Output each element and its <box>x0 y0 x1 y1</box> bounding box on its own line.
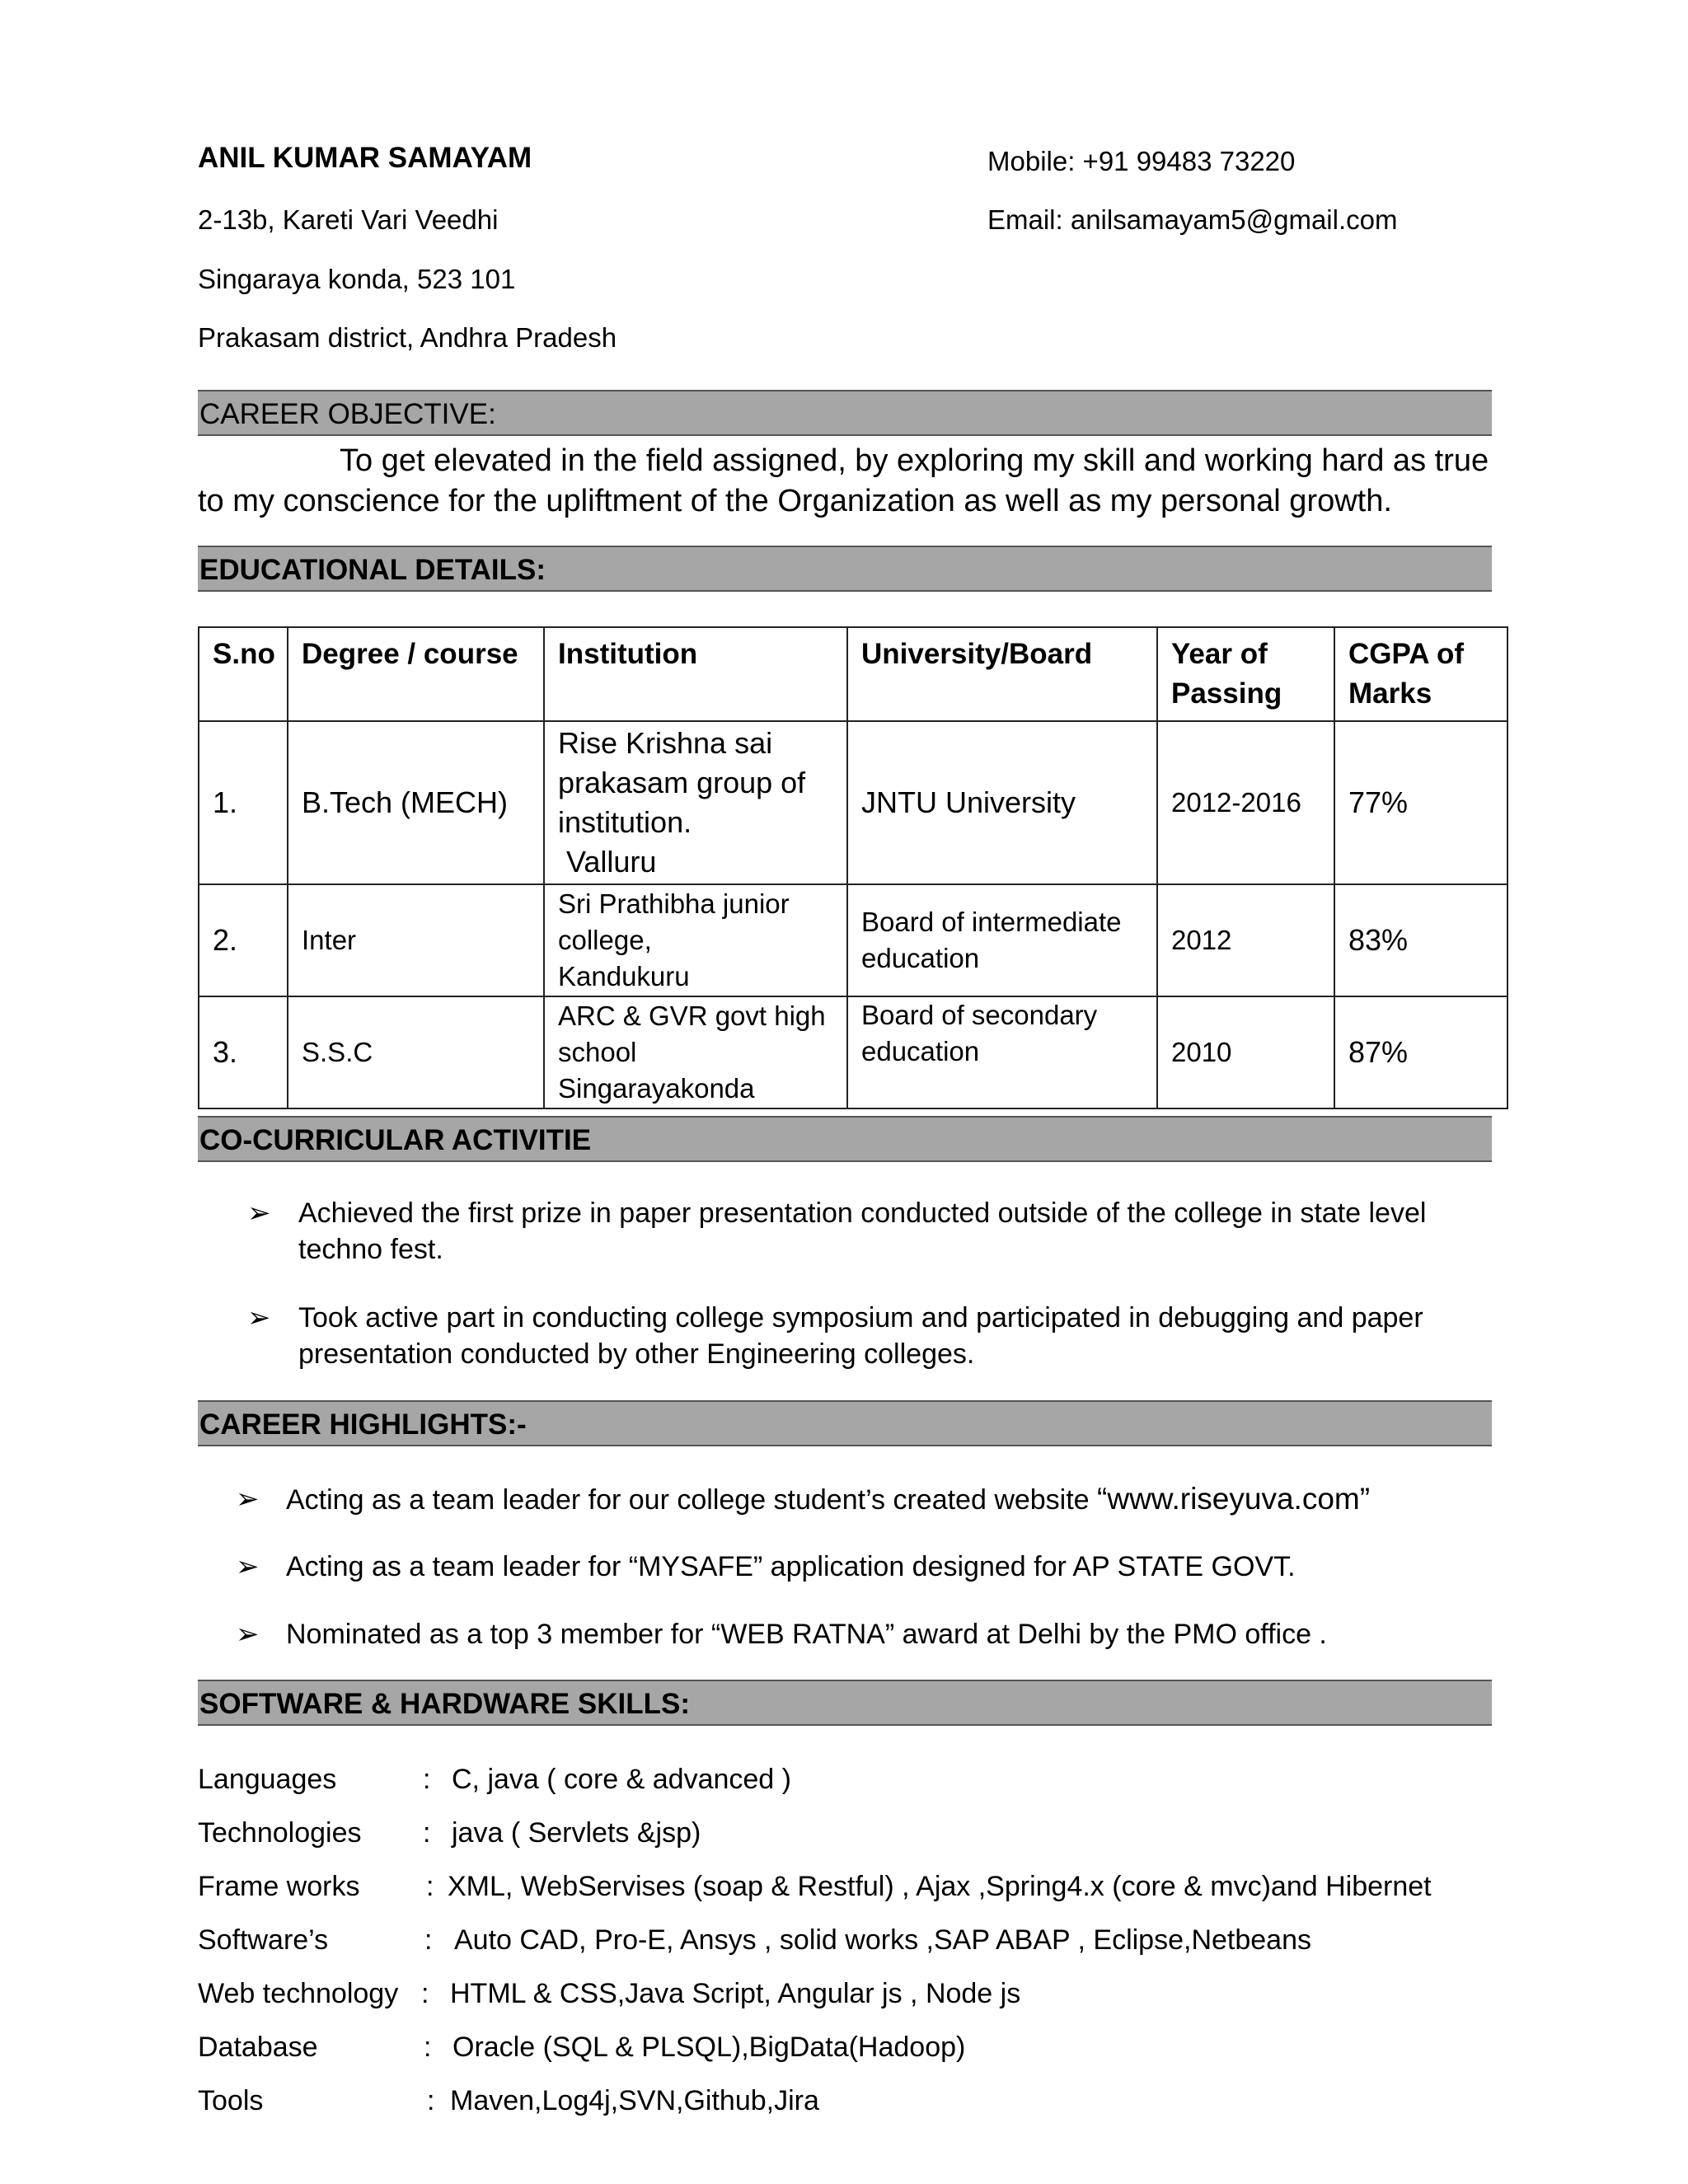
row-degree: B.Tech (MECH) <box>288 721 544 884</box>
col-header-sno: S.no <box>199 627 288 721</box>
email-address: Email: anilsamayam5@gmail.com <box>987 204 1398 235</box>
objective-line-2: to my conscience for the upliftment of the Organization as well as my personal growth. <box>198 484 1392 518</box>
row-year: 2012 <box>1157 884 1334 996</box>
candidate-name: ANIL KUMAR SAMAYAM <box>198 142 532 174</box>
skill-separator: : <box>424 2032 432 2063</box>
skill-label-technologies: Technologies <box>198 1817 362 1849</box>
table-row <box>199 884 1507 996</box>
row-year: 2012-2016 <box>1157 721 1334 884</box>
cocurricular-item: Took active part in conducting college symposium and participated in debugging and paper presentation conducted by other Engineering colleges. <box>298 1302 1423 1370</box>
address-line-1: 2-13b, Kareti Vari Veedhi <box>198 204 499 235</box>
col-header-board: University/Board <box>847 627 1157 721</box>
row-board: Board of intermediate education <box>847 884 1157 996</box>
row-board: Board of secondary education <box>847 996 1157 1108</box>
education-heading-bar <box>198 546 1492 592</box>
arrow-bullet-icon: ➢ <box>236 1483 260 1515</box>
skill-label-frameworks: Frame works <box>198 1871 360 1902</box>
col-header-score: CGPA of Marks <box>1334 627 1507 721</box>
career-objective-text <box>198 441 1500 522</box>
highlight-item-1-text: Acting as a team leader for our college student’s created website <box>286 1484 1098 1516</box>
arrow-bullet-icon: ➢ <box>236 1551 260 1582</box>
arrow-bullet-icon: ➢ <box>236 1619 260 1650</box>
row-institution-name: Rise Krishna sai prakasam group of institution. <box>558 726 806 839</box>
highlights-heading: CAREER HIGHLIGHTS:- <box>199 1408 527 1441</box>
row-institution-name: Sri Prathibha junior college, <box>558 888 790 955</box>
education-heading: EDUCATIONAL DETAILS: <box>199 554 546 586</box>
cocurricular-heading-bar <box>198 1116 1492 1162</box>
highlight-item-3: Nominated as a top 3 member for “WEB RATNA” award at Delhi by the PMO office . <box>286 1619 1327 1650</box>
skill-separator: : <box>421 1978 429 2009</box>
skill-separator: : <box>426 1871 434 1902</box>
row-institution <box>544 996 847 1108</box>
cocurricular-heading: CO-CURRICULAR ACTIVITIE <box>199 1124 592 1156</box>
objective-line-1: To get elevated in the field assigned, by exploring my skill and working hard as true <box>340 443 1489 478</box>
row-year: 2010 <box>1157 996 1334 1108</box>
row-score: 83% <box>1334 884 1507 996</box>
skill-value-technologies: java ( Servlets &jsp) <box>452 1817 701 1849</box>
education-table <box>198 626 1508 1109</box>
col-header-institution: Institution <box>544 627 847 721</box>
arrow-bullet-icon: ➢ <box>247 1197 271 1229</box>
address-line-2: Singaraya konda, 523 101 <box>198 264 516 294</box>
skill-label-tools: Tools <box>198 2085 264 2116</box>
row-institution-city: Singarayakonda <box>558 1073 755 1104</box>
row-institution-city: Valluru <box>566 845 657 879</box>
highlights-heading-bar <box>198 1400 1492 1446</box>
highlight-item-1 <box>286 1481 1370 1518</box>
skill-label-web-technology: Web technology <box>198 1978 399 2009</box>
row-degree: Inter <box>288 884 544 996</box>
skill-separator: : <box>427 2085 435 2116</box>
row-institution <box>544 884 847 996</box>
highlight-item-2: Acting as a team leader for “MYSAFE” application designed for AP STATE GOVT. <box>286 1551 1296 1582</box>
row-sno: 3. <box>199 996 288 1108</box>
skills-heading: SOFTWARE & HARDWARE SKILLS: <box>199 1688 690 1720</box>
col-header-degree: Degree / course <box>288 627 544 721</box>
career-objective-heading-bar <box>198 390 1492 436</box>
table-row <box>199 996 1507 1108</box>
skill-label-languages: Languages <box>198 1764 337 1795</box>
row-sno: 2. <box>199 884 288 996</box>
skill-separator: : <box>423 1764 431 1795</box>
row-sno: 1. <box>199 721 288 884</box>
row-board: JNTU University <box>847 721 1157 884</box>
cocurricular-item: Achieved the first prize in paper presentation conducted outside of the college in state level techno fest. <box>298 1197 1427 1265</box>
education-table-header <box>199 627 1507 721</box>
row-score: 77% <box>1334 721 1507 884</box>
row-institution-name: ARC & GVR govt high school <box>558 1001 826 1067</box>
col-header-year: Year of Passing <box>1157 627 1334 721</box>
skill-separator: : <box>423 1817 431 1849</box>
row-institution-city: Kandukuru <box>558 961 690 991</box>
skill-label-database: Database <box>198 2032 318 2063</box>
address-line-3: Prakasam district, Andhra Pradesh <box>198 322 617 353</box>
website-link[interactable]: “www.riseyuva.com” <box>1097 1482 1371 1516</box>
row-degree: S.S.C <box>288 996 544 1108</box>
skill-value-tools: Maven,Log4j,SVN,Github,Jira <box>450 2085 819 2116</box>
skill-value-languages: C, java ( core & advanced ) <box>452 1764 791 1795</box>
skill-value-web-technology: HTML & CSS,Java Script, Angular js , Node js <box>450 1978 1021 2009</box>
skill-value-frameworks: XML, WebServises (soap & Restful) , Ajax ,Spring4.x (core & mvc)and Hibernet <box>448 1871 1432 1902</box>
career-objective-heading: CAREER OBJECTIVE: <box>199 398 496 430</box>
table-row <box>199 721 1507 884</box>
skill-value-database: Oracle (SQL & PLSQL),BigData(Hadoop) <box>452 2032 966 2063</box>
row-score: 87% <box>1334 996 1507 1108</box>
skills-heading-bar <box>198 1680 1492 1726</box>
skill-label-softwares: Software’s <box>198 1924 329 1956</box>
arrow-bullet-icon: ➢ <box>247 1302 271 1333</box>
skill-value-softwares: Auto CAD, Pro-E, Ansys , solid works ,SAP ABAP , Eclipse,Netbeans <box>454 1924 1311 1956</box>
row-institution <box>544 721 847 884</box>
skill-separator: : <box>424 1924 433 1956</box>
mobile-number: Mobile: +91 99483 73220 <box>987 146 1296 176</box>
